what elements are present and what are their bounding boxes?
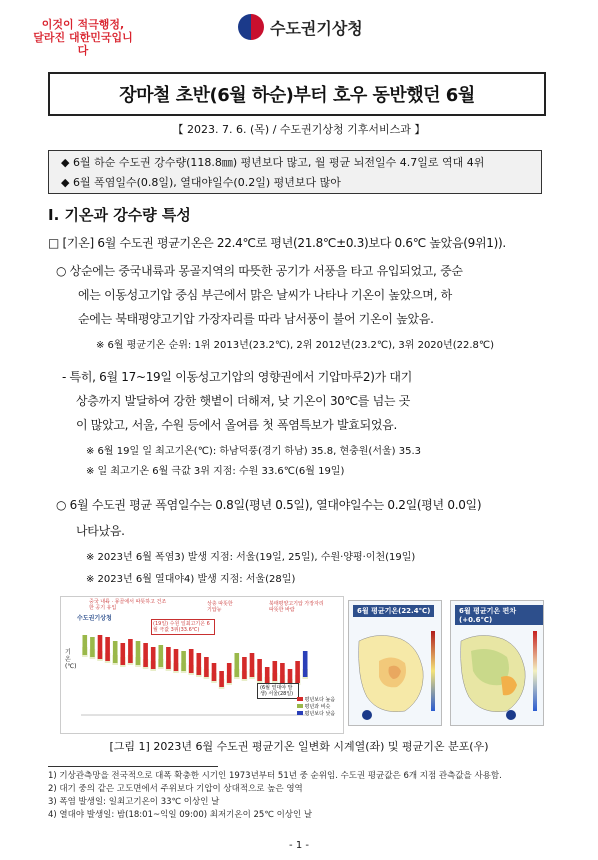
daily-temp-bar <box>90 637 95 657</box>
daily-temp-bar <box>83 635 88 655</box>
timeseries-chart <box>60 596 344 734</box>
daily-temp-bar <box>166 647 171 669</box>
daily-temp-bar <box>250 653 255 677</box>
figure-caption: [그림 1] 2023년 6월 수도권 평균기온 일변화 시계열(좌) 및 평균기온 분포(우) <box>109 740 489 753</box>
legend-below: 평년보다 낮음 <box>304 711 336 717</box>
section-title: Ⅰ. 기온과 강수량 특성 <box>48 206 191 224</box>
annotation: 북태평양고기압 가장자리 따뜻한 바람 <box>269 601 324 613</box>
note-max-temp: ※ 6월 19일 일 최고기온(℃): 하남덕풍(경기 하남) 35.8, 현충원(서울) 35.3 <box>86 446 421 457</box>
daily-temp-bar <box>219 671 224 687</box>
daily-temp-bar <box>159 645 164 667</box>
daily-temp-bar <box>181 651 186 671</box>
annotation-tropical-night: (6월 열대야 발생) 서울(28일) <box>257 683 299 699</box>
footnote-divider <box>48 766 218 767</box>
daily-temp-bar <box>128 639 133 663</box>
summary-item: ◆ 6월 폭염일수(0.8일), 열대야일수(0.2일) 평년보다 많아 <box>61 176 341 189</box>
taegeuk-icon <box>238 14 264 40</box>
note-heatwave: ※ 2023년 6월 폭염3) 발생 지점: 서울(19일, 25일), 수원·양평·이천(19일) <box>86 552 416 563</box>
daily-temp-bar <box>105 637 110 661</box>
daily-temp-bar <box>136 641 141 665</box>
daily-temp-bar <box>197 653 202 675</box>
annotation: 상층 따뜻한 기압능 <box>207 601 233 613</box>
org-seal-icon <box>506 710 516 720</box>
daily-temp-bar <box>98 635 103 659</box>
daily-temp-bar <box>113 641 118 663</box>
map-title: 6월 평균기온(22.4℃) <box>353 605 434 617</box>
daily-temp-bar <box>227 663 232 683</box>
summary-box <box>48 150 542 194</box>
chart-org: 수도권기상청 <box>77 615 112 622</box>
note-ranking: ※ 6월 평균기온 순위: 1위 2013년(23.2℃), 2위 2012년(23.2℃), 3위 2020년(22.8℃) <box>96 340 494 351</box>
legend-normal: 평년과 비슷 <box>304 704 331 710</box>
footnote: 1) 기상관측망을 전국적으로 대폭 확충한 시기인 1973년부터 51년 중 순위임. 수도권 평균값은 6개 지점 관측값을 사용함. <box>48 771 502 781</box>
paragraph-line: 순에는 북태평양고기압 가장자리를 따라 남서풍이 불어 기온이 높았음. <box>78 312 434 326</box>
annotation-extreme: (19일) 수원 일최고기온 6월 극값 3위(33.6℃) <box>151 619 215 635</box>
slogan <box>28 18 138 57</box>
daily-temp-bar <box>204 657 209 677</box>
paragraph-line: ○ 6월 수도권 평균 폭염일수는 0.8일(평년 0.5일), 열대야일수는 0.2일(평년 0.0일) <box>56 498 482 512</box>
figure <box>60 596 540 734</box>
date-line: 【 2023. 7. 6. (목) / 수도권기상청 기후서비스과 】 <box>172 123 426 136</box>
summary-item: ◆ 6월 하순 수도권 강수량(118.8㎜) 평년보다 많고, 월 평균 뇌전일수 4.7일로 역대 4위 <box>61 156 485 169</box>
legend-above: 평년보다 높음 <box>304 697 336 703</box>
daily-temp-bar <box>143 643 148 667</box>
daily-temp-bar <box>235 653 240 677</box>
note-tropical-night: ※ 2023년 6월 열대야4) 발생 지점: 서울(28일) <box>86 574 296 585</box>
daily-temp-bar <box>174 649 179 671</box>
annotation: 중국 내륙 · 몽골에서 따뜻하고 건조한 공기 유입 <box>89 599 167 611</box>
legend <box>297 697 335 718</box>
paragraph-line: 이 많았고, 서울, 수원 등에서 올여름 첫 폭염특보가 발효되었음. <box>76 418 397 432</box>
map-mean-temp <box>348 600 442 726</box>
daily-temp-bar <box>121 643 126 665</box>
y-axis-label: 기온 (℃) <box>65 649 77 670</box>
paragraph-line: 상층까지 발달하여 강한 햇볕이 더해져, 낮 기온이 30℃를 넘는 곳 <box>76 394 411 408</box>
slogan-line2: 달라진 대한민국입니다 <box>33 31 133 57</box>
daily-temp-bar <box>257 659 262 681</box>
map-temp-anomaly <box>450 600 544 726</box>
daily-temp-bar <box>212 663 217 681</box>
page-number: - 1 - <box>289 840 309 851</box>
page-title: 장마철 초반(6월 하순)부터 호우 동반했던 6월 <box>48 72 546 116</box>
daily-temp-bar <box>295 661 300 683</box>
footnote: 3) 폭염 발생일: 일최고기온이 33℃ 이상인 날 <box>48 797 220 807</box>
paragraph-temperature: □ [기온] 6월 수도권 평균기온은 22.4℃로 평년(21.8℃±0.3)보다 0.6℃ 높았음(9위1)). <box>48 236 506 250</box>
daily-temp-bar <box>242 657 247 679</box>
paragraph-line: - 특히, 6월 17~19일 이동성고기압의 영향권에서 기압마루2)가 대기 <box>62 370 413 384</box>
map-title: 6월 평균기온 편차(+0.6℃) <box>455 605 543 625</box>
daily-temp-bar <box>303 651 308 677</box>
org-name: 수도권기상청 <box>270 18 363 38</box>
daily-temp-bar <box>151 647 156 669</box>
paragraph-line: 나타났음. <box>76 524 125 538</box>
slogan-line1: 이것이 적극행정, <box>41 18 125 31</box>
paragraph-line: 에는 이동성고기압 중심 부근에서 맑은 날씨가 나타나 기온이 높았으며, 하 <box>78 288 452 302</box>
org-seal-icon <box>362 710 372 720</box>
daily-temp-bar <box>273 661 278 681</box>
org-logo <box>238 14 363 40</box>
note-extreme: ※ 일 최고기온 6월 극값 3위 지점: 수원 33.6℃(6월 19일) <box>86 466 345 477</box>
footnote: 4) 열대야 발생일: 밤(18:01~익일 09:00) 최저기온이 25℃ 이상인 날 <box>48 810 313 820</box>
daily-temp-bar <box>189 649 194 673</box>
paragraph-line: ○ 상순에는 중국내륙과 몽골지역의 따뜻한 공기가 서풍을 타고 유입되었고, 중순 <box>56 264 463 278</box>
daily-temp-bar <box>280 663 285 683</box>
footnote: 2) 대기 중의 같은 고도면에서 주위보다 기압이 상대적으로 높은 영역 <box>48 784 303 794</box>
